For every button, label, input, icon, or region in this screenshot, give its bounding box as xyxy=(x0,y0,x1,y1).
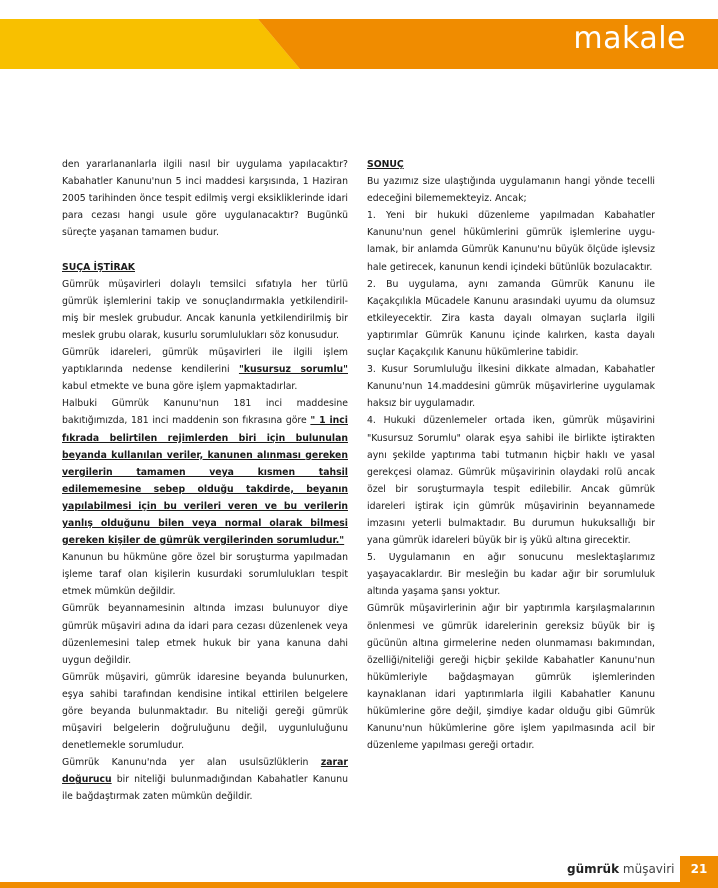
paragraph: Kanunun bu hükmüne göre özel bir soruşturma yapılmadan işleme taraf olan kişilerin kusurdaki sorumlulukları tespit etmek mümkün değildir. xyxy=(62,552,348,598)
section-label: makale xyxy=(573,21,686,56)
section-heading-sonuc: SONUÇ xyxy=(367,159,404,170)
paragraph xyxy=(62,395,348,549)
emphasis-text: "kusursuz sorumlu" xyxy=(238,364,348,376)
paragraph: Gümrük müşaviri, gümrük idaresine beyanda bulunurken, eşya sahibi tarafından kendisine intikal ettirilen belgelere göre beyanda bulunmaktadır. Bu niteliği gereği gümrük müşaviri belgelerin doğruluğunu değil, uygunluluğunu denetlemekle sorumludur. xyxy=(62,671,348,752)
right-column xyxy=(367,156,655,754)
left-column xyxy=(62,156,348,806)
text: bir niteliği bulunmadığından Kabahatler Kanunu ile bağdaştırmak zaten mümkün değildir. xyxy=(62,774,348,803)
list-item: 3. Kusur Sorumluluğu İlkesini dikkate almadan, Kabahatler Kanunu'nun 14.maddesini gümrük müşavirlerine uygulamak haksız bir uygulamadır. xyxy=(367,364,655,410)
list-item: 5. Uygulamanın en ağır sonucunu meslektaşlarımız yaşayacaklardır. Bir mesleğin bu kadar ağır bir sorumluluk altında yaşama şansı yoktur. xyxy=(367,552,655,598)
text: Halbuki Gümrük Kanunu'nun 181 inci maddesine bakıtığımızda, 181 inci maddenin son fıkrasına göre xyxy=(62,398,348,427)
list-item: 4. Hukuki düzenlemeler ortada iken, gümrük müşavirini "Kusursuz Sorumlu" olarak eşya sahibi ile birlikte iştirakten aynı şekilde yaptırıma tabi tutmanın hiçbir haklı ve yasal gerekçesi olamaz. Gümrük müşavirinin olaydaki rolü ancak özel bir soruşturmayla tespit edilebilir. Ancak gümrük idareleri iştirak için gümrük müşavirinin beyannamede imzasını yeterli bulmaktadır. Bu durumun hukuksallığı bir yana gümrük idareleri büyük bir iş yükü altına girecektir. xyxy=(367,415,655,547)
paragraph: Gümrük beyannamesinin altında imzası bulunuyor diye gümrük müşaviri adına da idari para cezası düzenlenek veya düzenlemesini talep etmek hukuk bir yana kanuna dahi uygun değildir. xyxy=(62,603,348,666)
paragraph: Bu yazımız size ulaştığında uygulamanın hangi yönde tecelli edeceğini bilememekteyiz. Ancak; xyxy=(367,176,655,205)
page-number: 21 xyxy=(680,856,718,882)
paragraph: Gümrük müşavirlerinin ağır bir yaptırımla karşılaşmalarının önlenmesi ve gümrük idarelerinin gereksiz büyük bir iş gücünün altına girmelerine neden olunmaması bakımından, özelliği/niteliği gereği hiçbir şekilde Kabahatler Kanunu'nun hükümleriyle bağdaşmayan gümrük işlemlerinden kaynaklanan idari yaptırımlarla ilgili Kabahatler Kanunu hükümlerine göre değil, şimdiye kadar olduğu gibi Gümrük Kanunu'nun hükümlerine göre işlem yapılmasında acil bir düzenleme yapılması gereği ortadır. xyxy=(367,603,655,752)
text: kabul etmekte ve buna göre işlem yapmaktadırlar. xyxy=(62,381,298,393)
brand-bold: gümrük xyxy=(567,862,620,876)
paragraph xyxy=(62,754,348,805)
bottom-rule xyxy=(0,882,718,888)
text: Gümrük idareleri, gümrük müşavirleri ile ilgili işlem yaptıklarında nedense kendilerini xyxy=(62,347,348,376)
list-item: 2. Bu uygulama, aynı zamanda Gümrük Kanunu ile Kaçakçılıkla Mücadele Kanunu arasındaki uyumu da olumsuz etkileyecektir. Zira kasta dayalı olmayan suçlarla ilgili yaptırımlar Gümrük Kanunu içinde kalırken, kasta dayalı suçlar Kaçakçılık Kanunu hükümlerine tabidir. xyxy=(367,278,655,359)
list-item: 1. Yeni bir hukuki düzenleme yapılmadan Kabahatler Kanunu'nun genel hükümlerini gümrük işlemlerine uygulamak, bir anlamda Gümrük Kanunu'nu büyük ölçüde işlevsiz hale getirecek, kanunun kendi içindeki bütünlük bozulacaktır. xyxy=(367,210,655,273)
footer-brand xyxy=(567,862,675,876)
header-yellow-tab xyxy=(0,19,300,69)
section-heading-suca-istirak: SUÇA İŞTİRAK xyxy=(62,261,136,273)
paragraph: Gümrük müşavirleri dolaylı temsilci sıfatıyla her türlü gümrük işlemlerini takip ve sonuçlandırmakla yetkilendirilmiş bir meslek grubudur. Ancak kanunla yetkilendirilmiş bir meslek grubu olarak, kusurlu sorumlulukları söz konusudur. xyxy=(62,278,348,341)
text: Gümrük Kanunu'nda yer alan usulsüzlüklerin xyxy=(62,757,321,769)
paragraph xyxy=(62,344,348,395)
emphasis-quote: " 1 inci fıkrada belirtilen rejimlerden biri için bulunulan beyanda kullanılan veriler, kanunen alınması gereken vergilerin tamamen veya kısmen tahsil edilememesine sebep olduğu takdirde, beyanın yapılabilmesi için bu verileri veren ve bu verilerin yanlış olduğunu bilen veya normal olarak bilmesi gereken kişiler de gümrük vergilerinden sorumludur." xyxy=(62,415,348,547)
intro-paragraph: den yararlananlarla ilgili nasıl bir uygulama yapılacaktır? Kabahatler Kanunu'nun 5 inci maddesi karşısında, 1 Haziran 2005 tarihinden önce tespit edilmiş vergi eksikliklerinde idari para cezası hangi usule göre uygulanacaktır? Bugünkü süreçte yaşanan tamamen budur. xyxy=(62,159,348,239)
emphasis-text: zarar doğurucu xyxy=(62,757,348,786)
brand-light: müşaviri xyxy=(622,862,675,876)
